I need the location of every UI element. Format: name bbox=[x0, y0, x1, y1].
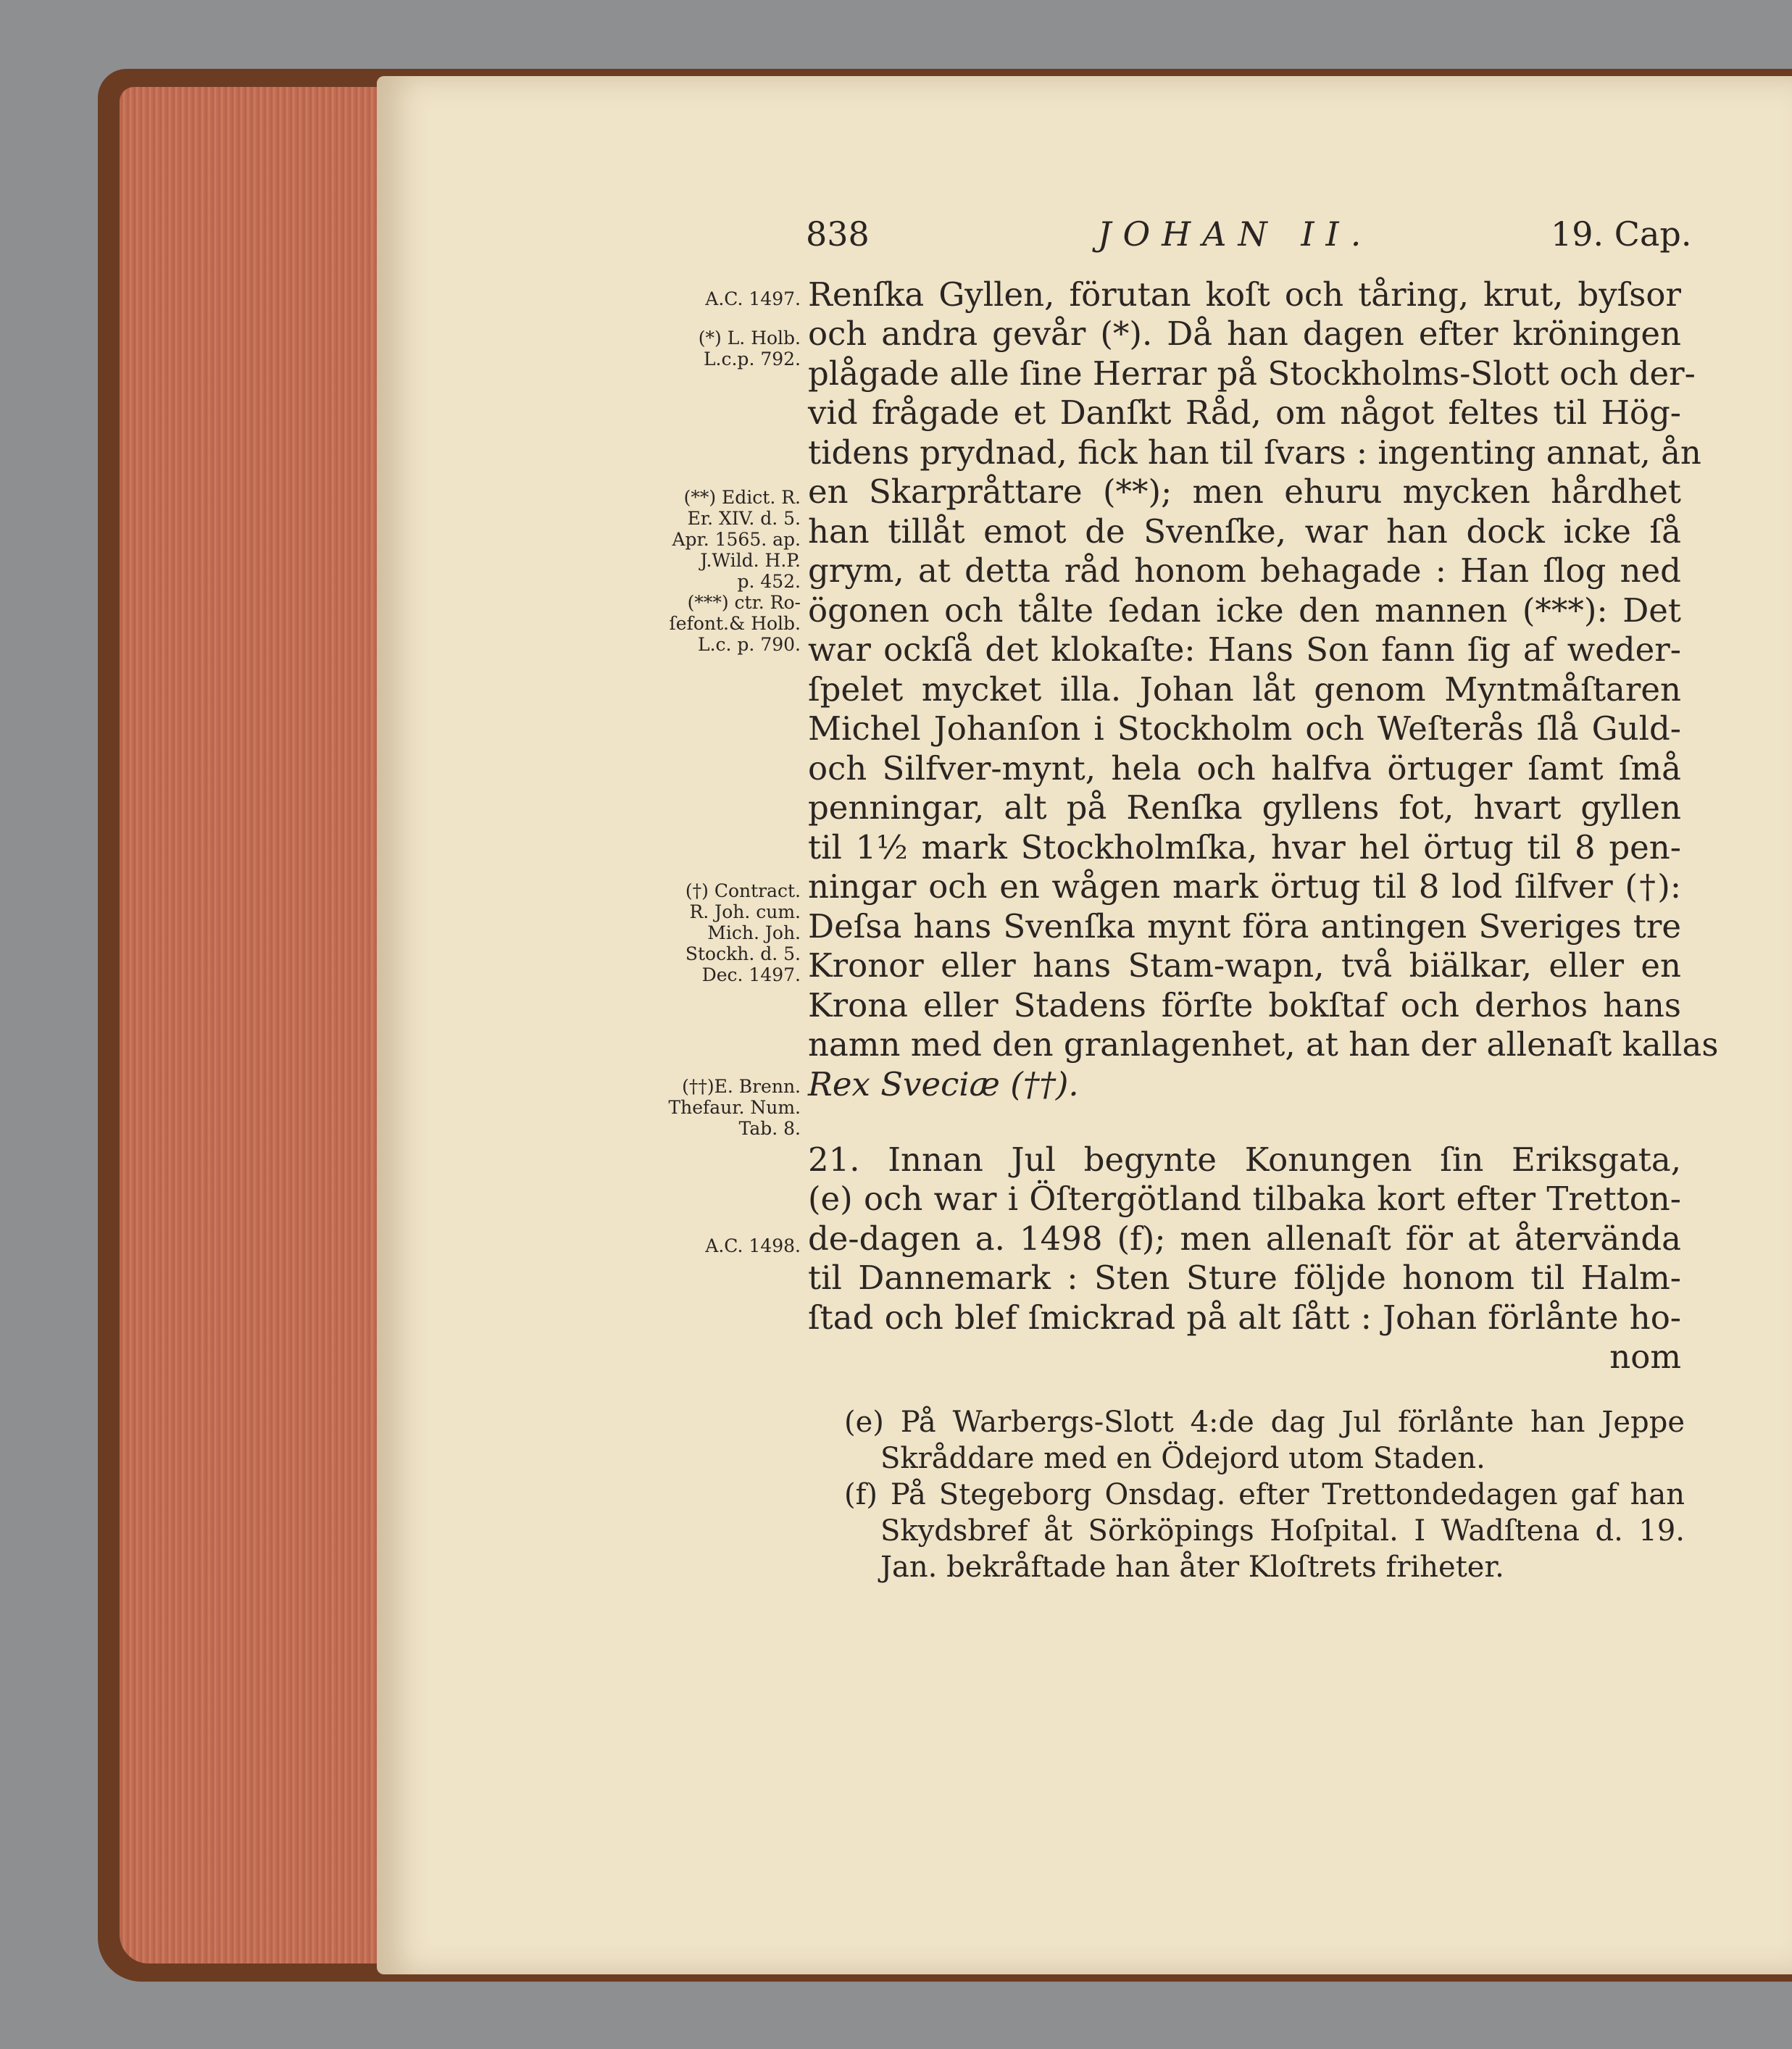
body-line: och andra gevår (*). Då han dagen efter kröningen bbox=[808, 314, 1681, 353]
catchword: nom bbox=[1609, 1338, 1681, 1376]
footnote: (e) På Warbergs-Slott 4:de dag Jul förlånte han Jeppe bbox=[844, 1406, 1685, 1439]
page-number: 838 bbox=[806, 214, 870, 254]
margin-note-date: A.C. 1498. bbox=[705, 1235, 801, 1256]
margin-note: (††)E. Brenn. Thefaur. Num. Tab. 8. bbox=[668, 1076, 801, 1139]
body-line: Deſsa hans Svenſka mynt föra antingen Sveriges tre bbox=[808, 907, 1681, 946]
running-head: JOHAN II. bbox=[1098, 214, 1373, 254]
body-line: Krona eller Stadens förſte bokſtaf och derhos hans bbox=[808, 986, 1681, 1024]
footnote: Skydsbref åt Sörköpings Hoſpital. I Wadſtena d. 19. bbox=[880, 1514, 1685, 1548]
body-line: och Silfver-mynt, hela och halfva örtuger ſamt ſmå bbox=[808, 749, 1681, 788]
footnote: Jan. bekråftade han åter Kloſtrets friheter. bbox=[880, 1551, 1504, 1584]
page-edges bbox=[120, 87, 395, 1964]
body-line: de-dagen a. 1498 (f); men allenaſt för at återvända bbox=[808, 1219, 1681, 1258]
body-line: penningar, alt på Renſka gyllens fot, hvart gyllen bbox=[808, 788, 1681, 827]
body-line: (e) och war i Öſtergötland tilbaka kort efter Tretton- bbox=[808, 1180, 1681, 1218]
margin-note: (*) L. Holb. L.c.p. 792. bbox=[698, 327, 801, 370]
margin-note: (**) Edict. R. Er. XIV. d. 5. Apr. 1565. ap. J.Wild. H.P. p. 452. (***) ctr. Ro- ſefont.& Holb. L.c. p. 790. bbox=[669, 487, 801, 655]
body-line: han tillåt emot de Svenſke, war han dock icke ſå bbox=[808, 512, 1681, 551]
body-line: Rex Sveciæ (††). bbox=[808, 1065, 1079, 1103]
margin-note-date: A.C. 1497. bbox=[705, 288, 801, 309]
body-line: namn med den granlagenhet, at han der allenaſt kallas bbox=[808, 1025, 1719, 1064]
footnote: Skråddare med en Ödejord utom Staden. bbox=[880, 1442, 1485, 1475]
paragraph-21-start: 21. Innan Jul begynte Konungen ſin Eriksgata, bbox=[808, 1140, 1681, 1179]
body-line: til 1½ mark Stockholmſka, hvar hel örtug til 8 pen- bbox=[808, 828, 1681, 867]
body-line: grym, at detta råd honom behagade : Han ſlog ned bbox=[808, 551, 1681, 590]
body-line: tidens prydnad, fick han til ſvars : ingenting annat, ån bbox=[808, 433, 1701, 472]
body-line: war ockſå det klokaſte: Hans Son fann ſig af weder- bbox=[808, 630, 1681, 669]
chapter-label: 19. Cap. bbox=[1551, 214, 1692, 254]
body-line: Michel Johanſon i Stockholm och Weſterås ſlå Guld- bbox=[808, 709, 1681, 748]
margin-note: (†) Contract. R. Joh. cum. Mich. Joh. Stockh. d. 5. Dec. 1497. bbox=[685, 880, 801, 985]
body-line: plågade alle ſine Herrar på Stockholms-Slott och der- bbox=[808, 354, 1696, 393]
body-line: ögonen och tålte ſedan icke den mannen (***): Det bbox=[808, 591, 1681, 630]
body-line: Renſka Gyllen, förutan koſt och tåring, krut, byſsor bbox=[808, 275, 1681, 314]
body-line: ſtad och blef ſmickrad på alt ſått : Johan förlånte ho- bbox=[808, 1298, 1681, 1337]
body-line: ningar och en wågen mark örtug til 8 lod ſilfver (†): bbox=[808, 867, 1681, 906]
body-line: ſpelet mycket illa. Johan låt genom Myntmåſtaren bbox=[808, 670, 1681, 709]
body-line: til Dannemark : Sten Sture följde honom til Halm- bbox=[808, 1259, 1681, 1297]
body-line: vid frågade et Danſkt Råd, om något feltes til Hög- bbox=[808, 393, 1681, 432]
body-line: Kronor eller hans Stam-wapn, två biälkar, eller en bbox=[808, 946, 1681, 985]
footnote: (f) På Stegeborg Onsdag. efter Trettondedagen gaf han bbox=[844, 1478, 1685, 1511]
body-line: en Skarpråttare (**); men ehuru mycken hårdhet bbox=[808, 472, 1681, 511]
